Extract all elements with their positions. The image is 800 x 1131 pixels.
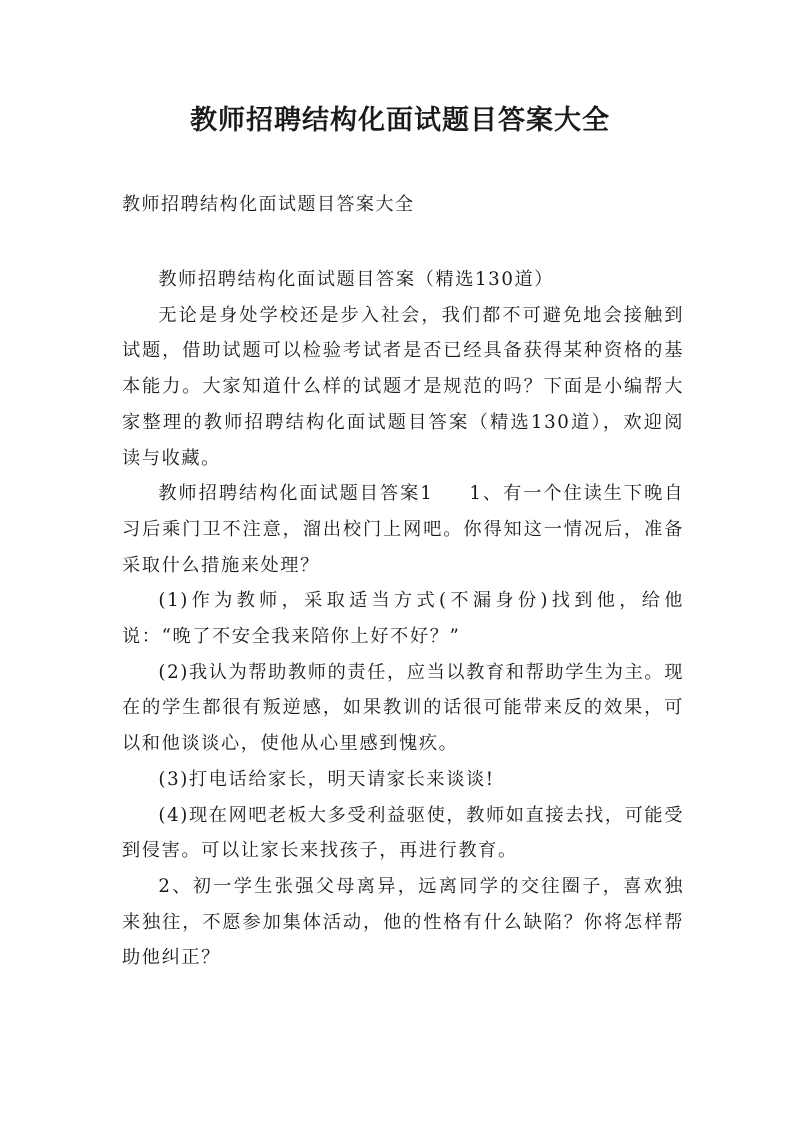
intro-heading: 教师招聘结构化面试题目答案（精选130道） [158,269,555,290]
intro-paragraph: 无论是身处学校还是步入社会，我们都不可避免地会接触到试题，借助试题可以检验考试者是否已经具备获得某种资格的基本能力。大家知道什么样的试题才是规范的吗？下面是小编帮大家整理的教师招聘结构化面试题目答案（精选130道），欢迎阅读与收藏。 [122,304,684,469]
answer-3: (3)打电话给家长，明天请家长来谈谈! [158,768,495,790]
document-subtitle: 教师招聘结构化面试题目答案大全 [122,194,415,215]
answer-1: (1)作为教师，采取适当方式(不漏身份)找到他，给他说：“晚了不安全我来陪你上好不好？” [122,590,684,648]
section-heading: 教师招聘结构化面试题目答案1 [158,483,434,505]
question-1 [122,476,684,583]
answer-2: (2)我认为帮助教师的责任，应当以教育和帮助学生为主。现在的学生都很有叛逆感，如果教训的话很可能带来反的效果，可以和他谈谈心，使他从心里感到愧疚。 [122,661,684,755]
question-1-text: 1、有一个住读生下晚自习后乘门卫不注意，溜出校门上网吧。你得知这一情况后，准备采取什么措施来处理？ [122,483,684,576]
document-body [122,262,684,976]
question-2: 2、初一学生张强父母离异，远离同学的交往圈子，喜欢独来独往，不愿参加集体活动，他的性格有什么缺陷？你将怎样帮助他纠正？ [122,875,684,969]
document-title: 教师招聘结构化面试题目答案大全 [190,105,610,136]
answer-4: (4)现在网吧老板大多受利益驱使，教师如直接去找，可能受到侵害。可以让家长来找孩子，再进行教育。 [122,804,684,862]
